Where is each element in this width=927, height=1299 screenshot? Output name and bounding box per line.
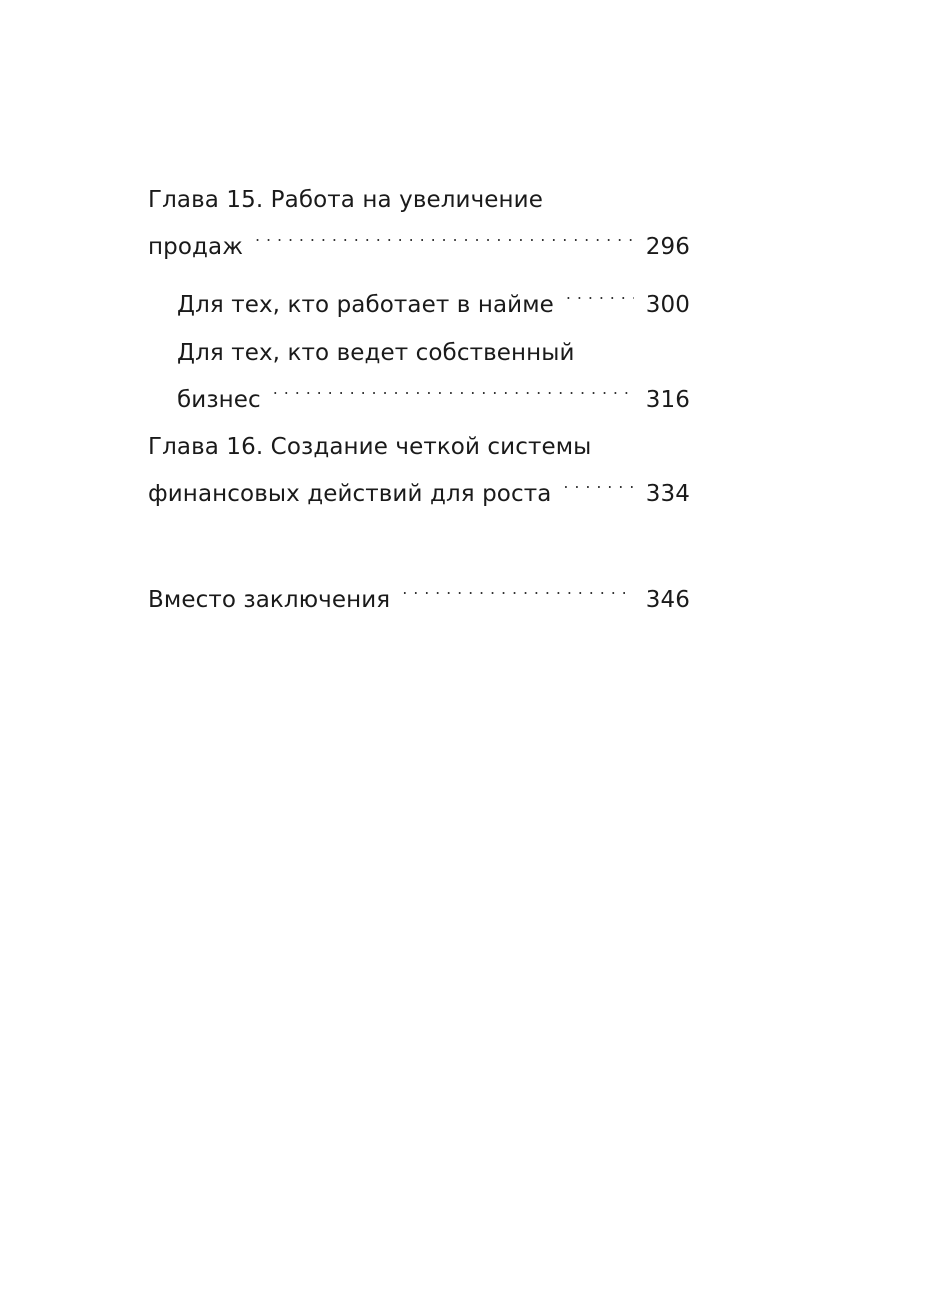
dot-leader xyxy=(273,371,634,407)
dot-leader xyxy=(255,218,634,254)
toc-entry-page-number: 334 xyxy=(645,481,690,507)
toc-entry-title-continued: бизнес xyxy=(177,387,261,413)
toc-entry-business-owners[interactable] xyxy=(148,335,690,418)
dot-leader xyxy=(402,571,634,607)
toc-entry-title-continued: финансовых действий для роста xyxy=(148,481,552,507)
toc-entry-chapter-16[interactable] xyxy=(148,429,690,512)
dot-leader xyxy=(563,465,633,501)
toc-entry-title: Глава 16. Создание четкой системы xyxy=(148,434,592,460)
toc-entry-chapter-15[interactable] xyxy=(148,182,690,265)
dot-leader xyxy=(566,276,634,312)
toc-entry-title: Вместо заключения xyxy=(148,587,391,613)
toc-entry-conclusion[interactable] xyxy=(148,571,690,618)
toc-entry-page-number: 316 xyxy=(645,387,690,413)
toc-entry-title: Для тех, кто ведет собственный xyxy=(177,340,575,366)
toc-entry-page-number: 296 xyxy=(645,234,690,260)
table-of-contents xyxy=(148,182,690,618)
toc-entry-page-number: 346 xyxy=(645,587,690,613)
toc-entry-title: Глава 15. Работа на увеличение xyxy=(148,187,543,213)
toc-entry-title-continued: продаж xyxy=(148,234,244,260)
toc-entry-title: Для тех, кто работает в найме xyxy=(177,292,554,318)
toc-entry-employed[interactable] xyxy=(148,276,690,323)
toc-entry-page-number: 300 xyxy=(645,292,690,318)
